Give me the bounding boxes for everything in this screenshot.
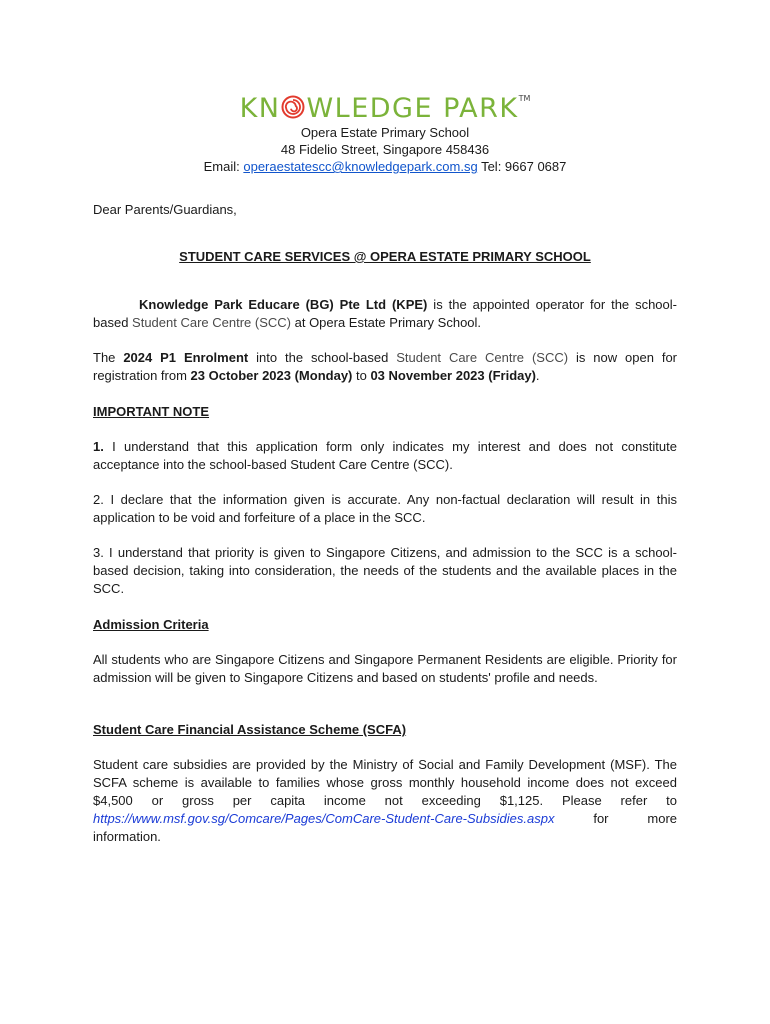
school-header [0, 124, 770, 175]
scfa-text: Student care subsidies are provided by the Ministry of Social and Family Development (MSF). The SCFA scheme is available to families whose gross monthly household income does not exceed $4,500 or gross per capita income not exceeding $1,125. Please refer to [93, 757, 677, 808]
enrolment-text: The [93, 350, 124, 365]
important-note-heading: IMPORTANT NOTE [93, 404, 210, 419]
scfa-tail: for more information. [93, 811, 677, 844]
school-address: 48 Fidelio Street, Singapore 458436 [280, 142, 490, 157]
note-1-text: I understand that this application form only indicates my interest and does not constitute acceptance into the school-based Student Care Centre (SCC). [93, 439, 677, 472]
enrolment-text: into the school-based [248, 350, 397, 365]
enrolment-text: is now open for registration from [93, 350, 678, 383]
scfa-paragraph [93, 756, 677, 846]
telephone: Tel: 9667 0687 [481, 159, 567, 174]
end-date: 03 November 2023 (Friday) [370, 368, 536, 383]
trademark-mark: TM [518, 94, 531, 103]
enrolment-year: 2024 P1 Enrolment [123, 350, 249, 365]
intro-paragraph [93, 296, 677, 332]
logo-text-start: KN [239, 93, 281, 124]
scc-term: Student Care Centre (SCC) [132, 315, 291, 330]
logo-text-end: WLEDGE PARK [306, 93, 519, 124]
contact-line [0, 158, 770, 175]
company-name: Knowledge Park Educare (BG) Pte Ltd (KPE) [139, 297, 428, 312]
email-label: Email: [203, 159, 240, 174]
enrolment-text: . [535, 368, 540, 383]
msf-link[interactable]: https://www.msf.gov.sg/Comcare/Pages/ComCare-Student-Care-Subsidies.aspx [93, 811, 555, 826]
admission-text: All students who are Singapore Citizens and Singapore Permanent Residents are eligible. Priority for admission will be given to Singapore Citizens and based on students' profile and needs. [93, 652, 677, 685]
greeting: Dear Parents/Guardians, [93, 202, 237, 217]
note-3: 3. I understand that priority is given to Singapore Citizens, and admission to the SCC is a school-based decision, taking into consideration, the needs of the students and the available places in the SCC. [93, 545, 677, 596]
school-name: Opera Estate Primary School [300, 125, 470, 140]
note-2: 2. I declare that the information given is accurate. Any non-factual declaration will result in this application to be void and forfeiture of a place in the SCC. [93, 492, 677, 525]
note-1 [93, 438, 677, 474]
swirl-o-icon [281, 95, 305, 119]
knowledge-park-logo [0, 82, 770, 126]
admission-heading: Admission Criteria [93, 617, 209, 632]
note-1-number: 1. [93, 439, 104, 454]
start-date: 23 October 2023 (Monday) [190, 368, 353, 383]
email-link[interactable]: operaestatescc@knowledgepark.com.sg [243, 159, 478, 174]
scfa-heading: Student Care Financial Assistance Scheme (SCFA) [93, 722, 407, 737]
intro-text: is the appointed operator for the school-based [93, 297, 677, 330]
intro-text-end: at Opera Estate Primary School. [291, 315, 482, 330]
enrolment-paragraph [93, 349, 677, 385]
scc-term: Student Care Centre (SCC) [396, 350, 569, 365]
enrolment-text: to [352, 368, 371, 383]
letter-title: STUDENT CARE SERVICES @ OPERA ESTATE PRIMARY SCHOOL [179, 249, 591, 264]
